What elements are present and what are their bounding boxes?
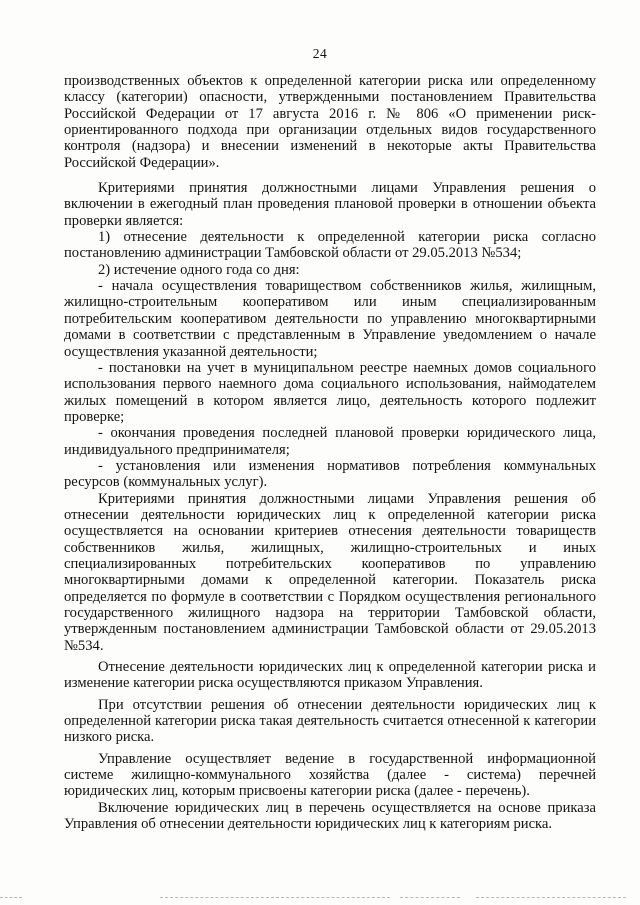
paragraph-dash-2: - постановки на учет в муниципальном реестре наемных домов социального использования первого наемного дома социального использования, наймодателем жилых помещений в котором является лицо, деятельность которого подлежит проверке; (64, 359, 596, 425)
paragraph-inclusion: Включение юридических лиц в перечень осуществляется на основе приказа Управления об отнесении деятельности юридических лиц к категориям риска. (64, 799, 596, 833)
paragraph-dash-4: - установления или изменения нормативов потребления коммунальных ресурсов (коммунальных услуг). (64, 457, 596, 491)
paragraph-continuation: производственных объектов к определенной категории риска или определенному классу (категории) опасности, утвержденными постановлением Правительства Российской Федерации от 17 августа 2016 г. № 806 «О применении риск-ориентированного подхода при организации отдельных видов государственного контроля (надзора) и внесении изменений в некоторые акты Правительства Российской Федерации». (64, 73, 596, 171)
paragraph-risk-order: Отнесение деятельности юридических лиц к определенной категории риска и изменение категории риска осуществляются приказом Управления. (64, 659, 596, 692)
paragraph-criteria-risk: Критериями принятия должностными лицами Управления решения об отнесении деятельности юридических лиц к определенной категории риска осуществляется на основании критериев отнесения деятельности товариществ собственников жилья, жилищных, жилищно-строительных и иных специализированных потребительских кооперативов по управлению многоквартирными домами к определенной категории. Показатель риска определяется по формуле в соответствии с Порядком осуществления регионального государственного жилищного надзора на территории Тамбовской области, утвержденным постановлением администрации Тамбовской области от 29.05.2013 №534. (64, 490, 596, 654)
paragraph-item-2: 2) истечение одного года со дня: (98, 261, 300, 278)
scan-edge-mark (0, 897, 22, 899)
paragraph-dash-3: - окончания проведения последней плановой проверки юридического лица, индивидуального предпринимателя; (64, 425, 596, 458)
document-body (64, 73, 596, 832)
scan-edge-mark (476, 897, 626, 899)
paragraph-criteria-plan: Критериями принятия должностными лицами Управления решения о включении в ежегодный план проведения плановой проверки в отношении объекта проверки является: (64, 180, 596, 229)
scan-edge-mark (400, 897, 460, 899)
paragraph-item-1: 1) отнесение деятельности к определенной категории риска согласно постановлению администрации Тамбовской области от 29.05.2013 №534; (64, 229, 596, 262)
scan-edge-mark (160, 897, 390, 899)
paragraph-low-risk: При отсутствии решения об отнесении деятельности юридических лиц к определенной категории риска такая деятельность считается отнесенной к категории низкого риска. (64, 696, 596, 746)
paragraph-system: Управление осуществляет ведение в государственной информационной системе жилищно-коммунального хозяйства (далее - система) перечней юридических лиц, которым присвоены категории риска (далее - перечень). (64, 750, 596, 800)
paragraph-dash-1: - начала осуществления товариществом собственников жилья, жилищным, жилищно-строительным кооперативом или иным специализированным потребительским кооперативом деятельности по управлению многоквартирными домами в соответствии с представленным в Управление уведомлением о начале осуществления указанной деятельности; (64, 278, 596, 360)
page-number: 24 (312, 46, 328, 61)
